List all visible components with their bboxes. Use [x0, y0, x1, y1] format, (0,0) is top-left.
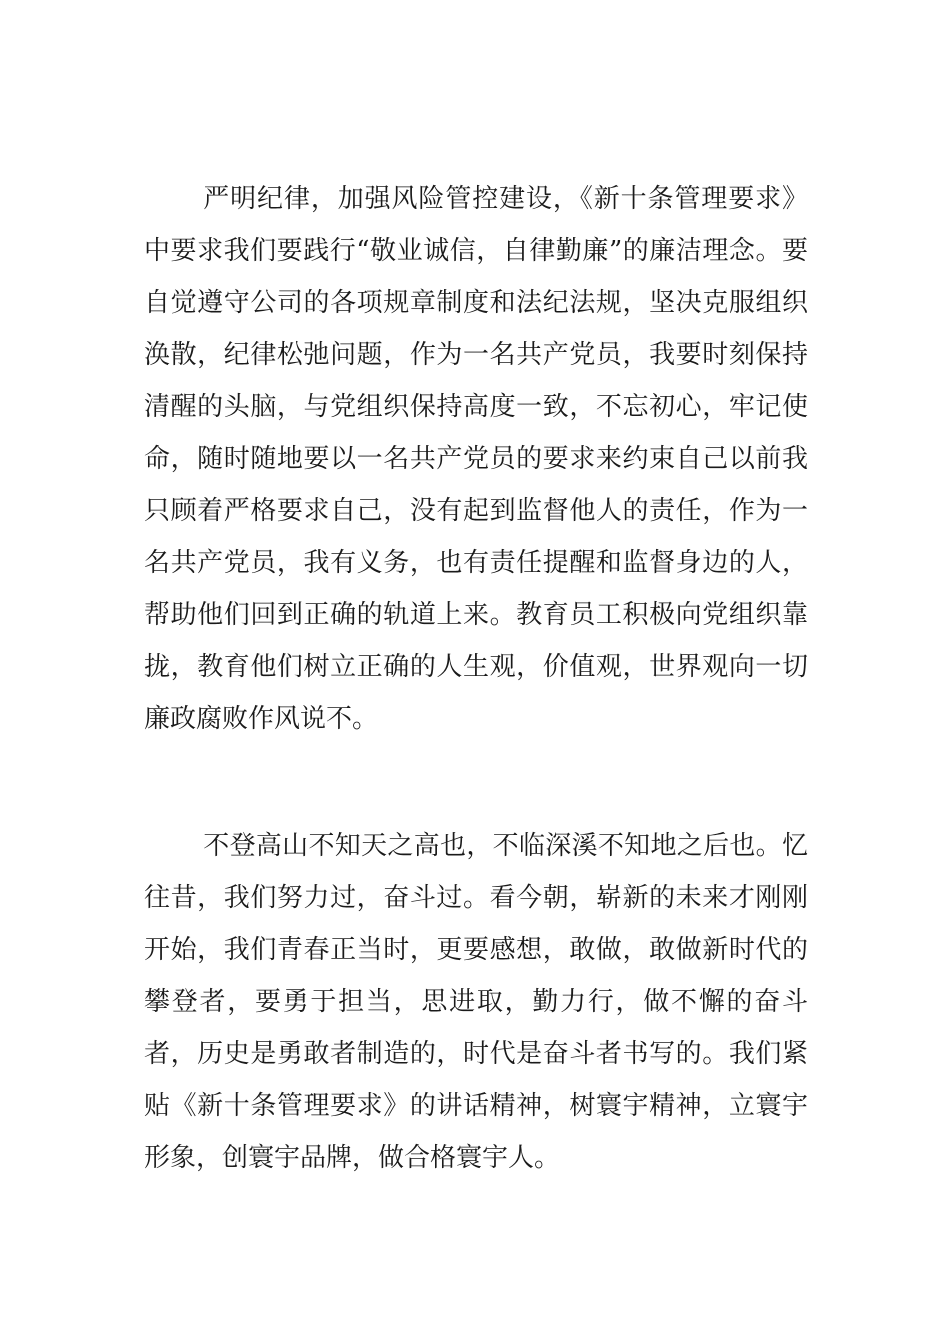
paragraph-struggle: 不登高山不知天之高也，不临深溪不知地之后也。忆往昔，我们努力过，奋斗过。看今朝，崭新的未来才刚刚开始，我们青春正当时，更要感想，敢做，敢做新时代的攀登者，要勇于担当，思进取，勤力行，做不懈的奋斗者，历史是勇敢者制造的，时代是奋斗者书写的。我们紧贴《新十条管理要求》的讲话精神，树寰宇精神，立寰宇形象，创寰宇品牌，做合格寰宇人。 — [144, 831, 808, 1173]
paragraph-discipline: 严明纪律，加强风险管控建设，《新十条管理要求》中要求我们要践行“敬业诚信，自律勤廉”的廉洁理念。要自觉遵守公司的各项规章制度和法纪法规，坚决克服组织涣散，纪律松弛问题，作为一名共产党员，我要时刻保持清醒的头脑，与党组织保持高度一致，不忘初心，牢记使命，随时随地要以一名共产党员的要求来约束自己以前我只顾着严格要求自己，没有起到监督他人的责任，作为一名共产党员，我有义务，也有责任提醒和监督身边的人，帮助他们回到正确的轨道上来。教育员工积极向党组织靠拢，教育他们树立正确的人生观，价值观，世界观向一切廉政腐败作风说不。 — [144, 184, 808, 734]
